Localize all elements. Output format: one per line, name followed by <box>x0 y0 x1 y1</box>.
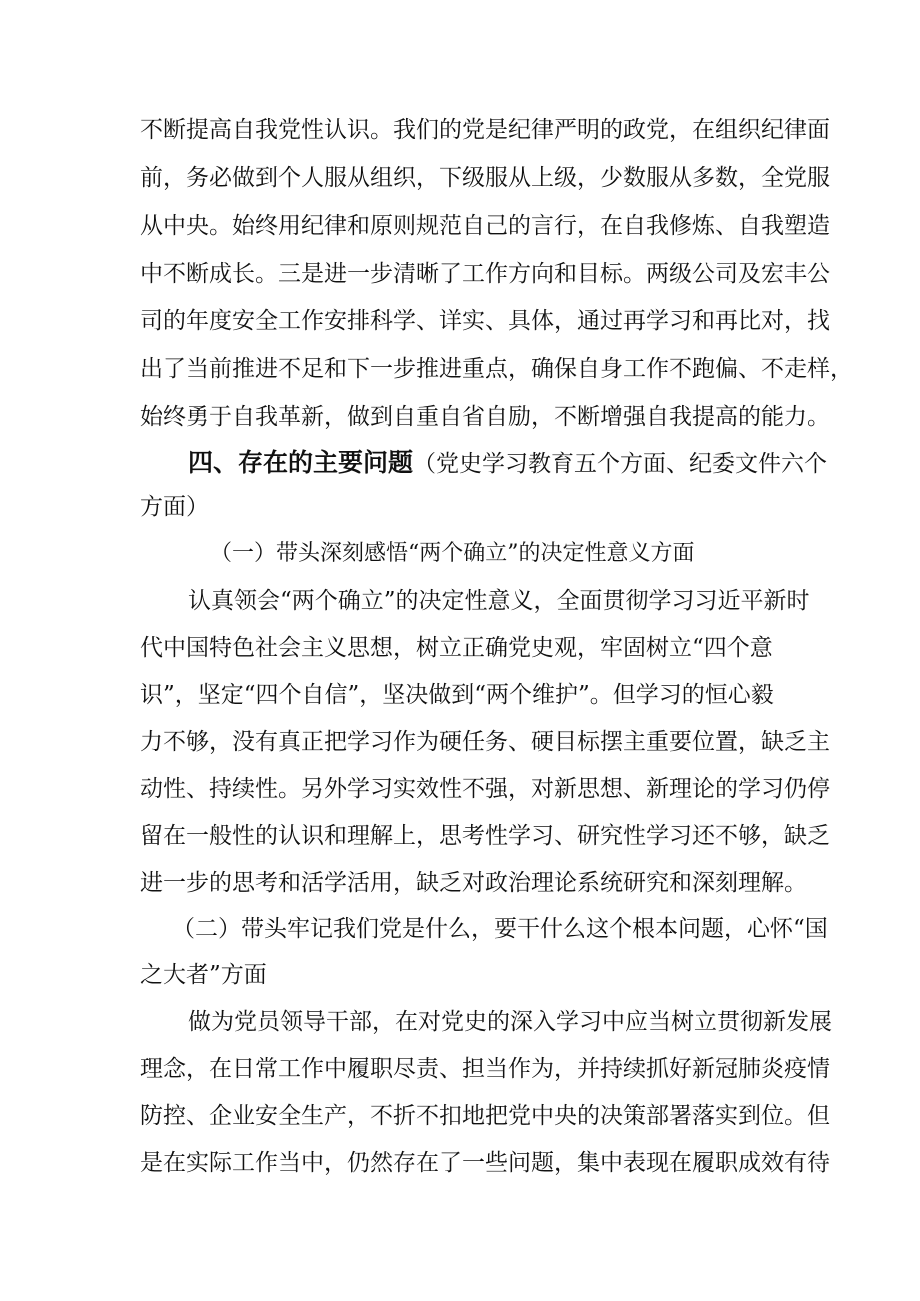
text-line: 动性、持续性。另外学习实效性不强，对新思想、新理论的学习仍停 <box>140 776 830 802</box>
text-line: 司的年度安全工作安排科学、详实、具体，通过再学习和再比对，找 <box>140 308 830 334</box>
subsection-title: （二）带头牢记我们党是什么，要干什么这个根本问题，心怀“国 <box>172 916 828 942</box>
text-line: 防控、企业安全生产，不折不扣地把党中央的决策部署落实到位。但 <box>140 1103 830 1129</box>
subsection-title: （一）带头深刻感悟“两个确立”的决定性意义方面 <box>210 541 695 566</box>
section-heading <box>188 448 827 479</box>
text-line: 前，务必做到个人服从组织，下级服从上级，少数服从多数，全党服 <box>140 165 830 191</box>
section-note: （党史学习教育五个方面、纪委文件六个 <box>413 451 828 477</box>
text-line: 从中央。始终用纪律和原则规范自己的言行，在自我修炼、自我塑造 <box>140 213 830 239</box>
text-line: 始终勇于自我革新，做到自重自省自励，不断增强自我提高的能力。 <box>140 404 830 430</box>
section-note-continuation: 方面） <box>140 494 209 520</box>
text-line: 理念，在日常工作中履职尽责、担当作为，并持续抓好新冠肺炎疫情 <box>140 1056 830 1082</box>
text-line: 留在一般性的认识和理解上，思考性学习、研究性学习还不够，缺乏 <box>140 823 830 849</box>
text-line: 力不够，没有真正把学习作为硬任务、硬目标摆主重要位置，缺乏主 <box>140 729 830 755</box>
text-line: 做为党员领导干部，在对党史的深入学习中应当树立贯彻新发展 <box>188 1009 832 1035</box>
section-title: 四、存在的主要问题 <box>188 448 414 477</box>
subsection-title-continuation: 之大者”方面 <box>140 962 267 988</box>
text-line: 出了当前推进不足和下一步推进重点，确保自身工作不跑偏、不走样， <box>140 356 853 382</box>
text-line: 进一步的思考和活学活用，缺乏对政治理论系统研究和深刻理解。 <box>140 870 807 896</box>
text-line: 是在实际工作当中，仍然存在了一些问题，集中表现在履职成效有待 <box>140 1150 830 1176</box>
text-line: 认真领会“两个确立”的决定性意义，全面贯彻学习习近平新时 <box>188 588 810 614</box>
text-line: 代中国特色社会主义思想，树立正确党史观，牢固树立“四个意 <box>140 635 773 661</box>
text-line: 不断提高自我党性认识。我们的党是纪律严明的政党，在组织纪律面 <box>140 117 830 143</box>
text-line: 识”，坚定“四个自信”，坚决做到“两个维护”。但学习的恒心毅 <box>140 682 774 708</box>
text-line: 中不断成长。三是进一步清晰了工作方向和目标。两级公司及宏丰公 <box>140 261 830 287</box>
